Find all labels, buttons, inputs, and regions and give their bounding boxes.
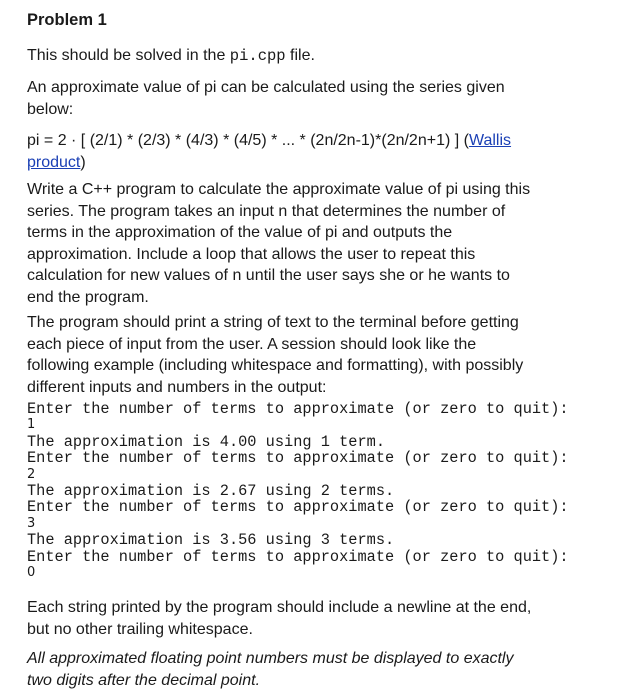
- series-intro-line: An approximate value of pi can be calculated using the series given: [27, 79, 505, 96]
- session-output-line: The approximation is 4.00 using 1 term.: [27, 432, 386, 451]
- task-line: series. The program takes an input n that determines the number of: [27, 202, 506, 220]
- formula-closing: ): [80, 153, 86, 171]
- series-intro-paragraph: [27, 77, 587, 120]
- session-input-line: 2: [27, 466, 36, 482]
- precision-note-line: two digits after the decimal point.: [27, 671, 261, 689]
- wallis-product-link[interactable]: product: [27, 153, 81, 171]
- newline-note-line: Each string printed by the program should include a newline at the end,: [27, 599, 532, 616]
- session-input-line: 3: [27, 515, 36, 531]
- task-line: terms in the approximation of the value of pi and outputs the: [27, 224, 453, 241]
- formula-text: pi = 2 · [ (2/1) * (2/3) * (4/3) * (4/5) * ... * (2n/2n-1)*(2n/2n+1) ] (: [27, 132, 469, 149]
- intro-before: This should be solved in the: [27, 47, 230, 64]
- wallis-product-link[interactable]: Wallis: [468, 132, 512, 149]
- session-input-line: 1: [27, 417, 36, 433]
- precision-note-paragraph: [27, 648, 587, 691]
- precision-note-line: All approximated floating point numbers must be displayed to exactly: [27, 650, 514, 667]
- formula-line: [27, 152, 587, 174]
- problem-title: Problem 1: [27, 11, 107, 29]
- task-line: approximation. Include a loop that allows the user to repeat this: [27, 245, 476, 263]
- intro-after: file.: [285, 47, 315, 64]
- task-line: end the program.: [27, 288, 149, 306]
- output-intro-line: each piece of input from the user. A session should look like the: [27, 335, 477, 353]
- session-output-line: The approximation is 2.67 using 2 terms.: [27, 482, 395, 501]
- session-output-line: Enter the number of terms to approximate (or zero to quit):: [27, 400, 569, 418]
- formula-line: [27, 130, 587, 152]
- example-session-block: [27, 401, 569, 581]
- output-intro-paragraph: [27, 312, 587, 398]
- intro-filename: pi.cpp: [229, 47, 286, 65]
- series-intro-line: below:: [27, 100, 74, 118]
- task-paragraph: [27, 179, 587, 308]
- task-line: calculation for new values of n until the user says she or he wants to: [27, 267, 510, 284]
- session-output-line: Enter the number of terms to approximate (or zero to quit):: [27, 449, 569, 468]
- intro-paragraph: [27, 45, 587, 68]
- session-output-line: The approximation is 3.56 using 3 terms.: [27, 531, 395, 550]
- output-intro-line: different inputs and numbers in the output:: [27, 378, 327, 396]
- output-intro-line: following example (including whitespace and formatting), with possibly: [27, 357, 524, 374]
- output-intro-line: The program should print a string of text to the terminal before getting: [27, 314, 519, 331]
- session-output-line: Enter the number of terms to approximate (or zero to quit):: [27, 547, 569, 566]
- session-output-line: Enter the number of terms to approximate (or zero to quit):: [27, 498, 569, 517]
- session-input-line: 0: [27, 565, 36, 581]
- formula-paragraph: [27, 130, 587, 173]
- newline-note-paragraph: [27, 597, 587, 640]
- newline-note-line: but no other trailing whitespace.: [27, 620, 253, 638]
- task-line: Write a C++ program to calculate the approximate value of pi using this: [27, 181, 531, 198]
